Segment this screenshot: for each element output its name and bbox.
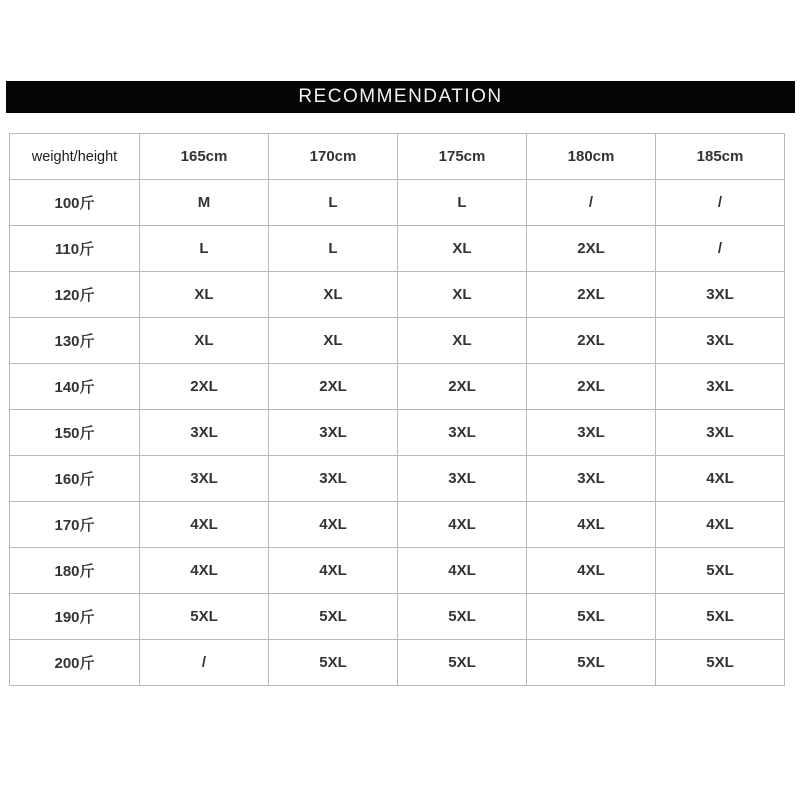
- size-cell: XL: [398, 318, 527, 364]
- size-cell: XL: [269, 272, 398, 318]
- height-header: 165cm: [140, 134, 269, 180]
- size-cell: 2XL: [527, 272, 656, 318]
- size-cell: 2XL: [527, 318, 656, 364]
- weight-cell: 150斤: [10, 410, 140, 456]
- table-row: [10, 226, 785, 272]
- size-cell: 5XL: [269, 594, 398, 640]
- weight-cell: 160斤: [10, 456, 140, 502]
- height-header: 180cm: [527, 134, 656, 180]
- size-cell: L: [269, 180, 398, 226]
- weight-cell: 190斤: [10, 594, 140, 640]
- size-cell: 5XL: [656, 640, 785, 686]
- weight-cell: 200斤: [10, 640, 140, 686]
- size-cell: 2XL: [269, 364, 398, 410]
- recommendation-banner: [6, 81, 795, 113]
- size-cell: 3XL: [656, 364, 785, 410]
- size-cell: 5XL: [656, 594, 785, 640]
- table-row: [10, 410, 785, 456]
- table-row: [10, 640, 785, 686]
- table-row: [10, 272, 785, 318]
- size-cell: 4XL: [398, 502, 527, 548]
- size-cell: 3XL: [656, 272, 785, 318]
- table-row: [10, 364, 785, 410]
- table-row: [10, 502, 785, 548]
- table-body: [10, 180, 785, 686]
- size-cell: XL: [269, 318, 398, 364]
- size-cell: 2XL: [140, 364, 269, 410]
- table-row: [10, 594, 785, 640]
- size-cell: 3XL: [140, 456, 269, 502]
- size-cell: 5XL: [527, 594, 656, 640]
- size-cell: 4XL: [140, 548, 269, 594]
- size-cell: 5XL: [398, 594, 527, 640]
- header-row: [10, 134, 785, 180]
- size-cell: 3XL: [527, 410, 656, 456]
- size-cell: 4XL: [656, 456, 785, 502]
- size-cell: L: [140, 226, 269, 272]
- size-cell: XL: [140, 318, 269, 364]
- size-cell: 5XL: [527, 640, 656, 686]
- size-cell: 3XL: [269, 410, 398, 456]
- size-cell: M: [140, 180, 269, 226]
- table-row: [10, 456, 785, 502]
- weight-cell: 110斤: [10, 226, 140, 272]
- size-cell: XL: [398, 226, 527, 272]
- corner-header: weight/height: [10, 134, 140, 180]
- weight-cell: 100斤: [10, 180, 140, 226]
- size-cell: /: [656, 226, 785, 272]
- size-cell: 5XL: [269, 640, 398, 686]
- size-cell: /: [527, 180, 656, 226]
- size-cell: 5XL: [398, 640, 527, 686]
- table-row: [10, 548, 785, 594]
- size-cell: L: [398, 180, 527, 226]
- size-cell: 5XL: [656, 548, 785, 594]
- table-row: [10, 180, 785, 226]
- size-cell: L: [269, 226, 398, 272]
- height-header: 185cm: [656, 134, 785, 180]
- size-cell: 3XL: [656, 318, 785, 364]
- size-cell: 2XL: [527, 226, 656, 272]
- size-cell: /: [656, 180, 785, 226]
- size-cell: 3XL: [269, 456, 398, 502]
- size-cell: 2XL: [398, 364, 527, 410]
- size-cell: 2XL: [527, 364, 656, 410]
- size-cell: 4XL: [269, 502, 398, 548]
- size-cell: 3XL: [656, 410, 785, 456]
- height-header: 175cm: [398, 134, 527, 180]
- weight-cell: 140斤: [10, 364, 140, 410]
- size-cell: 4XL: [269, 548, 398, 594]
- size-cell: 3XL: [140, 410, 269, 456]
- weight-cell: 130斤: [10, 318, 140, 364]
- size-cell: 5XL: [140, 594, 269, 640]
- banner-title: RECOMMENDATION: [298, 86, 503, 107]
- size-cell: 3XL: [527, 456, 656, 502]
- size-cell: XL: [140, 272, 269, 318]
- size-cell: 4XL: [527, 502, 656, 548]
- weight-cell: 170斤: [10, 502, 140, 548]
- size-cell: 4XL: [398, 548, 527, 594]
- size-cell: XL: [398, 272, 527, 318]
- size-cell: /: [140, 640, 269, 686]
- size-cell: 4XL: [140, 502, 269, 548]
- height-header: 170cm: [269, 134, 398, 180]
- weight-cell: 180斤: [10, 548, 140, 594]
- size-cell: 4XL: [656, 502, 785, 548]
- size-recommendation-table: [9, 133, 785, 686]
- size-cell: 4XL: [527, 548, 656, 594]
- size-cell: 3XL: [398, 456, 527, 502]
- size-cell: 3XL: [398, 410, 527, 456]
- table-row: [10, 318, 785, 364]
- weight-cell: 120斤: [10, 272, 140, 318]
